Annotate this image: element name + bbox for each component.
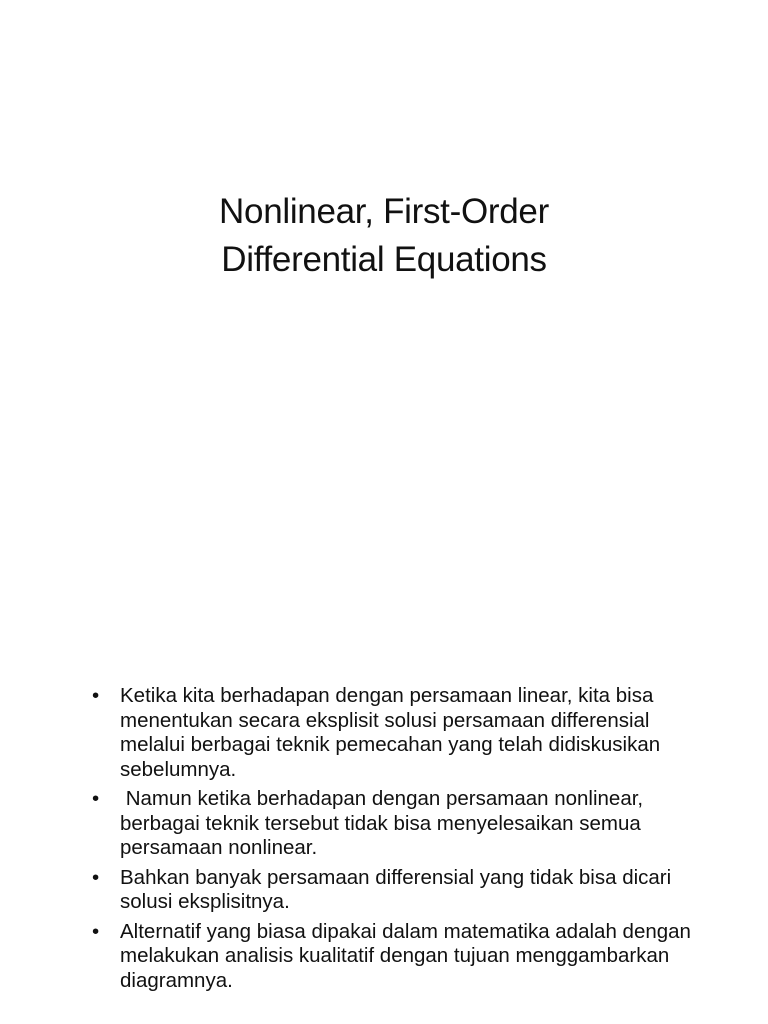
bullet-text: Alternatif yang biasa dipakai dalam matematika adalah dengan melakukan analisis kualitatif dengan tujuan menggambarkan diagramnya. [120, 919, 691, 992]
bullet-dot-icon: • [92, 865, 100, 889]
bullet-text: Namun ketika berhadapan dengan persamaan nonlinear, berbagai teknik tersebut tidak bisa menyelesaikan semua persamaan nonlinear. [120, 787, 649, 859]
bullet-item [92, 787, 712, 861]
bullet-dot-icon: • [92, 684, 100, 707]
title-line-1: Nonlinear, First-Order [219, 192, 549, 231]
bullet-item [92, 866, 712, 915]
bullet-item [92, 684, 712, 782]
bullet-text: Ketika kita berhadapan dengan persamaan linear, kita bisa menentukan secara eksplisit solusi persamaan differensial melalui berbagai teknik pemecahan yang telah didiskusikan sebelumnya. [120, 684, 661, 781]
bullet-dot-icon: • [92, 787, 100, 810]
bullet-item [92, 920, 712, 994]
title-line-2: Differential Equations [221, 240, 547, 279]
slide-title [0, 188, 768, 284]
bullet-text: Bahkan banyak persamaan differensial yang tidak bisa dicari solusi eksplisitnya. [120, 865, 672, 913]
bullet-list [92, 684, 712, 998]
bullet-dot-icon: • [92, 919, 100, 943]
